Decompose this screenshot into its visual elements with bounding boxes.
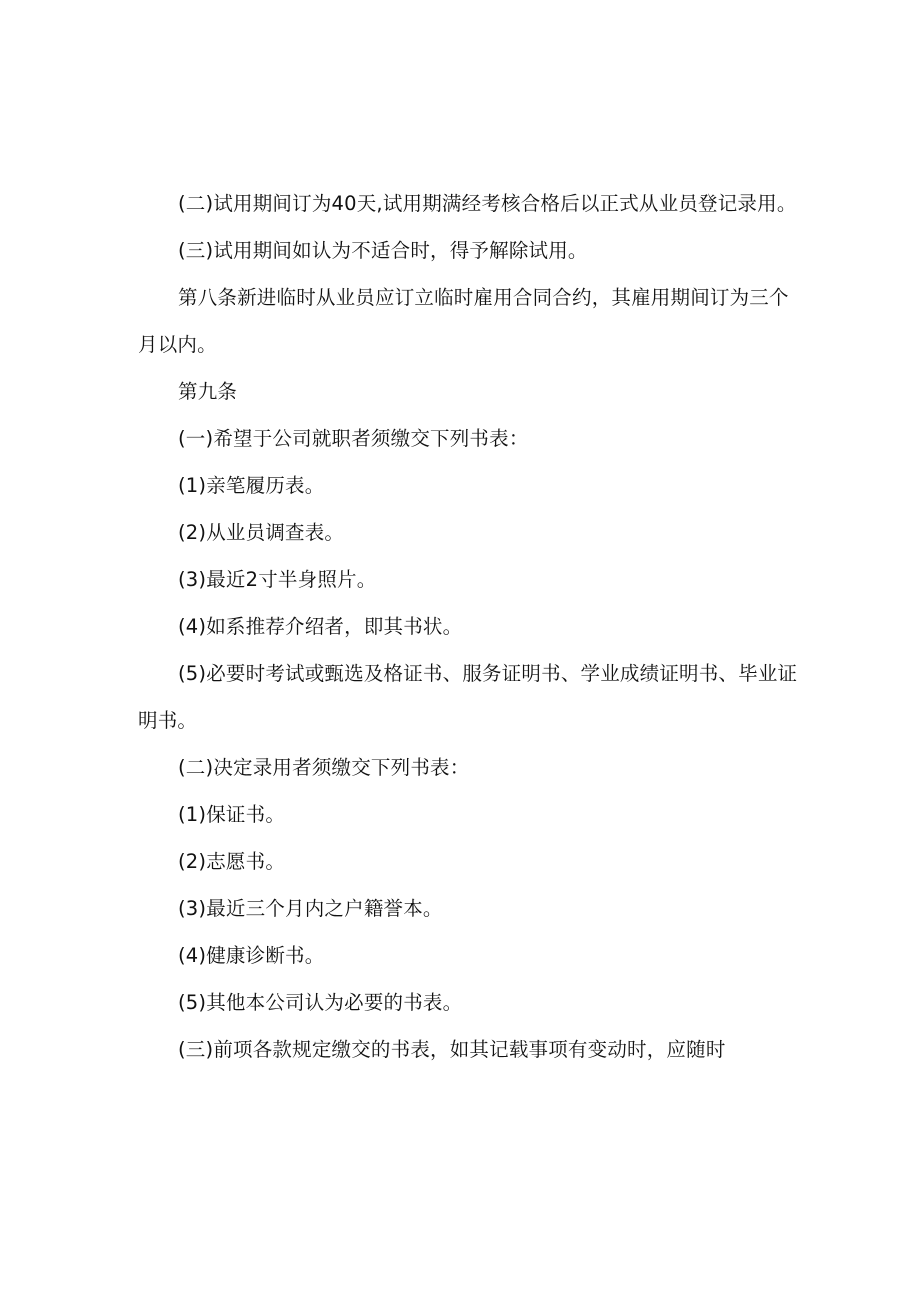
list-item: (1)亲笔履历表。 xyxy=(178,474,325,497)
paragraph-probation-termination: (三)试用期间如认为不适合时，得予解除试用。 xyxy=(178,239,588,262)
list-item: (4)健康诊断书。 xyxy=(178,944,325,967)
list-item: (3)最近三个月内之户籍誉本。 xyxy=(178,897,443,920)
list-item: (2)从业员调查表。 xyxy=(178,521,345,544)
list-item: (2)志愿书。 xyxy=(178,850,286,873)
paragraph-hired-documents: (二)决定录用者须缴交下列书表： xyxy=(178,756,470,779)
list-item: (1)保证书。 xyxy=(178,803,286,826)
paragraph-article-8: 第八条新进临时从业员应订立临时雇用合同合约，其雇用期间订为三个月以内。 xyxy=(138,286,789,356)
list-item: (3)最近2寸半身照片。 xyxy=(178,568,377,591)
paragraph-applicant-documents: (一)希望于公司就职者须缴交下列书表： xyxy=(178,427,529,450)
paragraph-article-9-heading: 第九条 xyxy=(178,380,238,403)
list-item: (5)必要时考试或甄选及格证书、服务证明书、学业成绩证明书、毕业证明书。 xyxy=(138,662,798,732)
paragraph-probation-period: (二)试用期间订为40天,试用期满经考核合格后以正式从业员登记录用。 xyxy=(178,192,797,215)
list-item: (5)其他本公司认为必要的书表。 xyxy=(178,991,463,1014)
list-item: (4)如系推荐介绍者，即其书状。 xyxy=(178,615,463,638)
document-body xyxy=(138,180,798,1073)
paragraph-document-changes: (三)前项各款规定缴交的书表，如其记载事项有变动时，应随时 xyxy=(178,1038,726,1061)
